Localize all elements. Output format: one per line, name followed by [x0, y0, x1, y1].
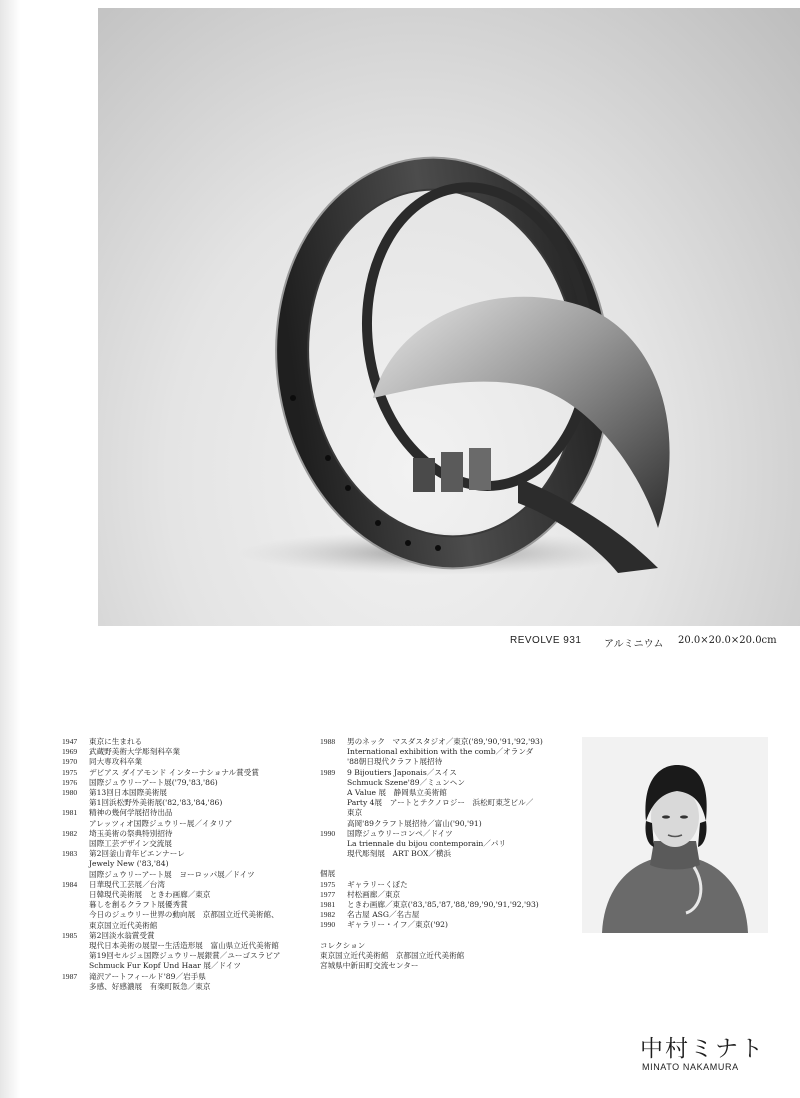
collection-item: 宮城県中新田町交流センター: [320, 961, 419, 971]
timeline-line: Schmuck Fur Kopf Und Haar 展／ドイツ: [89, 961, 241, 971]
collection-list: [320, 951, 570, 971]
timeline-year: 1970: [62, 757, 78, 767]
timeline-line: 暮しを創るクラフト展優秀賞: [89, 900, 188, 910]
timeline-year: 1988: [320, 737, 336, 746]
timeline-line: 国際ジュウリーアート展 ヨーロッパ展／ドイツ: [89, 869, 255, 879]
artwork-dimensions: 20.0×20.0×20.0cm: [678, 635, 777, 646]
timeline-year: 1947: [62, 737, 78, 746]
timeline-line: 第13回日本国際美術展: [89, 788, 168, 798]
timeline-line: 滝沢アートフィールド'89／岩手県: [89, 971, 206, 981]
timeline-line: 武蔵野美術大学彫刻科卒業: [89, 747, 181, 757]
timeline-lines: [347, 768, 570, 829]
timeline-year: 1990: [320, 828, 336, 838]
timeline-entry: [320, 880, 570, 890]
timeline-lines: [89, 747, 312, 757]
timeline-lines: [89, 778, 312, 788]
artwork-caption: [510, 635, 780, 650]
timeline-line: デビアス ダイアモンド インターナショナル賞受賞: [89, 767, 259, 777]
timeline-lines: [89, 788, 312, 808]
artist-name-japanese: 中村ミナト: [640, 1036, 765, 1062]
timeline-line: 同大専攻科卒業: [89, 757, 143, 767]
timeline-line: 国際ジュウリーアート展('79,'83,'86): [89, 777, 218, 787]
timeline-entry: [320, 829, 570, 860]
timeline-entry: [320, 910, 570, 920]
timeline-entry: [62, 737, 312, 747]
timeline-line: ときわ画廊／東京('83,'85,'87,'88,'89,'90,'91,'92,'93): [347, 900, 539, 910]
timeline-entry: [320, 900, 570, 910]
timeline-entry: [62, 768, 312, 778]
timeline-lines: [347, 920, 570, 930]
timeline-year: 1987: [62, 971, 78, 981]
timeline-entry: [320, 920, 570, 930]
timeline-entry: [62, 788, 312, 808]
timeline-year: 1975: [320, 879, 336, 889]
timeline-lines: [89, 829, 312, 849]
timeline-lines: [347, 829, 570, 860]
timeline-line: 男のネック マスダスタジオ／東京('89,'90,'91,'92,'93): [347, 737, 543, 746]
timeline-line: 第2回淡水翁賞受賞: [89, 930, 155, 940]
timeline-year: 1989: [320, 767, 336, 777]
timeline-lines: [89, 880, 312, 931]
artwork-title: REVOLVE 931: [510, 635, 582, 646]
timeline-year: 1969: [62, 747, 78, 757]
timeline-entry: [320, 737, 570, 768]
timeline-line: 東京に生まれる: [89, 737, 143, 746]
timeline-line: ギャラリー・イフ／東京('92): [347, 920, 448, 930]
timeline-lines: [89, 737, 312, 747]
timeline-year: 1984: [62, 879, 78, 889]
collection-heading: コレクション: [320, 940, 366, 950]
timeline-year: 1982: [320, 910, 336, 920]
timeline-lines: [347, 900, 570, 910]
timeline-line: 多感、好感濃展 有楽町阪急／東京: [89, 981, 211, 991]
timeline-lines: [347, 890, 570, 900]
solo-exhibitions-list: [320, 880, 570, 931]
timeline-line: 今日のジュウリー世界の動向展 京都国立近代美術館、: [89, 910, 279, 920]
timeline-line: 東京: [347, 808, 363, 818]
timeline-year: 1977: [320, 889, 336, 899]
timeline-entry: [62, 931, 312, 972]
timeline-line: '88朝日現代クラフト展招待: [347, 757, 443, 767]
timeline-lines: [89, 757, 312, 767]
timeline-year: 1982: [62, 828, 78, 838]
timeline-line: International exhibition with the comb／オランダ: [347, 747, 534, 757]
timeline-line: 9 Bijoutiers Japonais／スイス: [347, 767, 457, 777]
timeline-entry: [62, 829, 312, 849]
timeline-entry: [62, 880, 312, 931]
solo-exhibitions-heading: 個展: [320, 869, 336, 879]
timeline-lines: [347, 910, 570, 920]
timeline-line: 国際工芸デザイン交流展: [89, 839, 172, 849]
timeline-year: 1980: [62, 788, 78, 798]
artwork-material: アルミニウム: [604, 639, 664, 650]
timeline-line: A Value 展 静岡県立美術館: [347, 788, 447, 798]
timeline-year: 1975: [62, 767, 78, 777]
timeline-lines: [347, 737, 570, 768]
timeline-year: 1981: [320, 900, 336, 910]
timeline-line: 国際ジュウリーコンペ／ドイツ: [347, 828, 453, 838]
biography-career-list: [320, 737, 570, 859]
timeline-entry: [62, 849, 312, 880]
timeline-line: ギャラリーくぼた: [347, 879, 408, 889]
timeline-line: 第19回セルジュ国際ジュウリー展銀賞／ユーゴスラビア: [89, 951, 281, 961]
timeline-lines: [89, 808, 312, 828]
timeline-lines: [347, 880, 570, 890]
timeline-line: 日華現代工芸展／台湾: [89, 879, 165, 889]
timeline-line: Party 4展 アートとテクノロジー 浜松町東芝ビル／: [347, 798, 534, 808]
sculpture-photo: [98, 8, 800, 626]
timeline-line: 高岡'89クラフト展招待／富山('90,'91): [347, 818, 482, 828]
timeline-line: 現代彫刻展 ART BOX／横浜: [347, 849, 452, 859]
page-spine-shadow: [0, 0, 20, 1098]
timeline-entry: [62, 778, 312, 788]
timeline-line: Jewely New ('83,'84): [89, 859, 169, 869]
timeline-entry: [62, 808, 312, 828]
biography-right-column: [320, 737, 570, 971]
timeline-lines: [89, 768, 312, 778]
timeline-line: 東京国立近代美術館: [89, 920, 158, 930]
timeline-entry: [62, 757, 312, 767]
timeline-entry: [62, 747, 312, 757]
timeline-year: 1976: [62, 777, 78, 787]
timeline-line: 第2回釜山青年ビエンナーレ: [89, 849, 185, 859]
timeline-year: 1983: [62, 849, 78, 859]
timeline-line: 第1回浜松野外美術展('82,'83,'84,'86): [89, 798, 223, 808]
timeline-line: 現代日本美術の展望ー生活造形展 富山県立近代美術館: [89, 941, 279, 951]
artist-portrait: [582, 737, 768, 933]
timeline-line: アレッツィオ国際ジュウリー展／イタリア: [89, 818, 233, 828]
timeline-lines: [89, 849, 312, 880]
timeline-line: 埼玉美術の祭典特別招待: [89, 828, 173, 838]
biography-left-column: [62, 737, 312, 992]
artist-name-english: MINATO NAKAMURA: [642, 1062, 739, 1072]
timeline-line: 日韓現代美術展 ときわ画廊／東京: [89, 890, 211, 900]
timeline-line: Schmuck Szene'89／ミュンヘン: [347, 777, 465, 787]
timeline-entry: [62, 972, 312, 992]
timeline-year: 1981: [62, 808, 78, 818]
timeline-line: La triennale du bijou contemporain／パリ: [347, 839, 507, 849]
timeline-lines: [89, 931, 312, 972]
timeline-year: 1985: [62, 930, 78, 940]
timeline-line: 村松画廊／東京: [347, 889, 401, 899]
collection-item: 東京国立近代美術館 京都国立近代美術館: [320, 950, 465, 960]
timeline-year: 1990: [320, 920, 336, 930]
timeline-lines: [89, 972, 312, 992]
timeline-entry: [320, 768, 570, 829]
timeline-line: 精神の幾何学展招待出品: [89, 808, 173, 818]
timeline-line: 名古屋 ASG／名古屋: [347, 910, 420, 920]
timeline-entry: [320, 890, 570, 900]
